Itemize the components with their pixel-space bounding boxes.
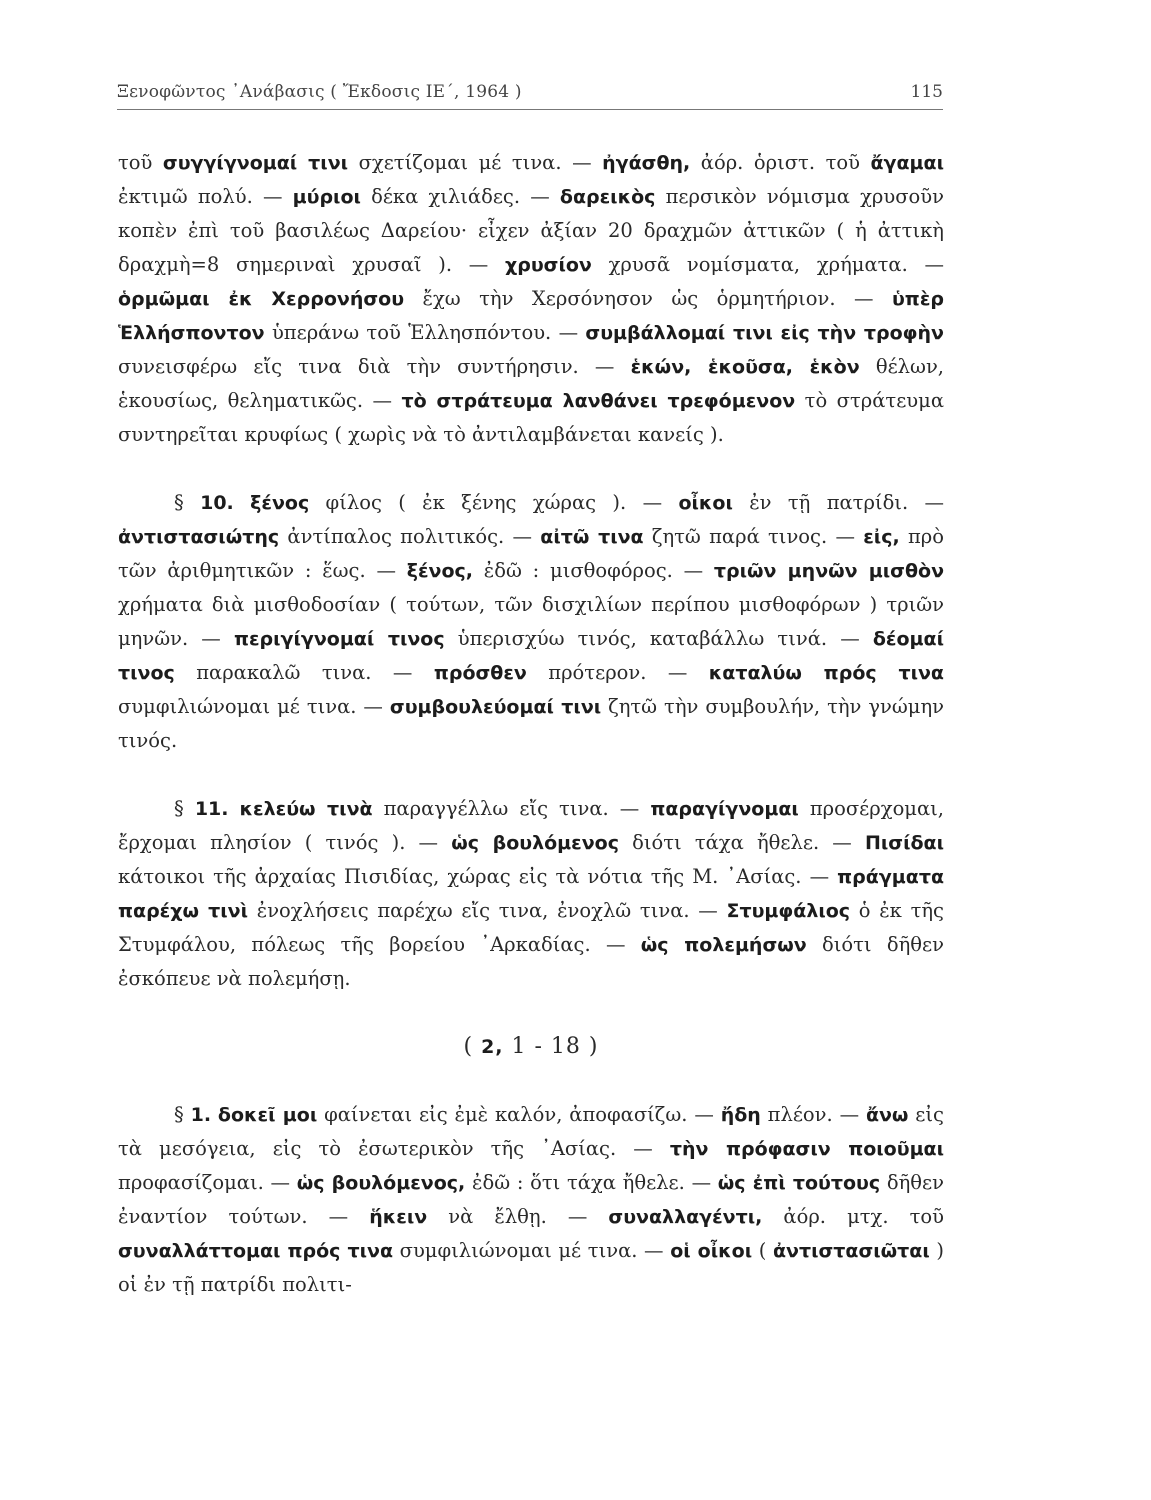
lemma-term: 2, bbox=[481, 1036, 504, 1058]
lemma-term: ἑκών, ἑκοῦσα, ἑκὸν bbox=[630, 356, 860, 378]
gloss-text: προφασίζομαι. — bbox=[118, 1171, 297, 1194]
paragraph-1 bbox=[118, 146, 944, 452]
lemma-term: 10. bbox=[200, 492, 234, 514]
lemma-term: Πισίδαι bbox=[864, 832, 944, 854]
gloss-text: συνεισφέρω εἴς τινα διὰ τὴν συντήρησιν. — bbox=[118, 355, 631, 378]
gloss-text: πλέον. — bbox=[760, 1103, 866, 1126]
running-header bbox=[117, 76, 943, 110]
lemma-term: χρυσίον bbox=[504, 254, 592, 276]
lemma-term: τὸ στράτευμα λανθάνει τρεφόμενον bbox=[401, 390, 796, 412]
lemma-term: ἀντιστασιώτης bbox=[118, 526, 280, 548]
gloss-text: ἐκτιμῶ πολύ. — bbox=[118, 185, 293, 208]
lemma-term: πράγματα παρέχω τινὶ bbox=[118, 866, 944, 922]
gloss-text bbox=[234, 491, 250, 514]
lemma-term: καταλύω πρός τινα bbox=[708, 662, 944, 684]
gloss-text: φίλος ( ἐκ ξένης χώρας ). — bbox=[309, 491, 679, 514]
gloss-text: 1 - 18 ) bbox=[503, 1034, 599, 1059]
gloss-text: πρὸ τῶν ἀριθμητικῶν : ἕως. — bbox=[118, 525, 945, 582]
gloss-text: συμφιλιώνομαι μέ τινα. — bbox=[393, 1239, 671, 1262]
lemma-term: ὡς ἐπὶ τούτους bbox=[717, 1172, 881, 1194]
gloss-text: διότι δῆθεν ἐσκόπευε νὰ πολεμήσῃ. bbox=[118, 933, 944, 990]
gloss-text: ἀόρ. ὁριστ. τοῦ bbox=[690, 151, 871, 174]
gloss-text: ὁ ἐκ τῆς Στυμφάλου, πόλεως τῆς βορείου ᾿Αρκαδίας. — bbox=[118, 899, 944, 956]
gloss-text: χρυσᾶ νομίσματα, χρήματα. — bbox=[591, 253, 944, 276]
gloss-text: τὸ στράτευμα συντηρεῖται κρυφίως ( χωρὶς νὰ τὸ ἀντιλαμβάνεται κανείς ). bbox=[118, 389, 944, 446]
gloss-text bbox=[228, 797, 239, 820]
paragraph-section-11 bbox=[118, 792, 944, 996]
gloss-text: πρότερον. — bbox=[526, 661, 709, 684]
lemma-term: συγγίγνομαί τινι bbox=[162, 152, 349, 174]
gloss-text: εἰς τὰ μεσόγεια, εἰς τὸ ἐσωτερικὸν τῆς ᾿Ασίας. — bbox=[118, 1103, 944, 1160]
gloss-text: ζητῶ παρά τινος. — bbox=[643, 525, 864, 548]
lemma-term: 1. bbox=[190, 1104, 212, 1126]
gloss-text: παρακαλῶ τινα. — bbox=[174, 661, 434, 684]
gloss-text: συμφιλιώνομαι μέ τινα. — bbox=[118, 695, 390, 718]
gloss-text: ) οἱ ἐν τῇ πατρίδι πολιτι- bbox=[118, 1239, 944, 1296]
page-number: 115 bbox=[910, 82, 943, 102]
gloss-text: διότι τάχα ἤθελε. — bbox=[618, 831, 865, 854]
lemma-term: εἰς, bbox=[863, 526, 900, 548]
gloss-text: δῆθεν ἐναντίον τούτων. — bbox=[118, 1171, 944, 1228]
lemma-term: δοκεῖ μοι bbox=[217, 1104, 318, 1126]
page-body bbox=[118, 146, 944, 1302]
gloss-text: § bbox=[174, 797, 195, 820]
lemma-term: συμβάλλομαί τινι εἰς τὴν τροφὴν bbox=[585, 322, 944, 344]
lemma-term: οἶκοι bbox=[678, 492, 733, 514]
gloss-text: ἀόρ. μτχ. τοῦ bbox=[762, 1205, 944, 1228]
header-rule bbox=[117, 109, 943, 110]
gloss-text bbox=[211, 1103, 218, 1126]
lemma-term: ἀντιστασιῶται bbox=[772, 1240, 930, 1262]
lemma-term: δέομαί τινος bbox=[118, 628, 944, 684]
lemma-term: ὑπὲρ Ἑλλήσποντον bbox=[118, 288, 944, 344]
lemma-term: κελεύω τινὰ bbox=[239, 798, 373, 820]
gloss-text: φαίνεται εἰς ἐμὲ καλόν, ἀποφασίζω. — bbox=[317, 1103, 721, 1126]
gloss-text: ἐδῶ : ὅτι τάχα ἤθελε. — bbox=[465, 1171, 718, 1194]
lemma-term: οἱ οἶκοι bbox=[670, 1240, 753, 1262]
lemma-term: ὡς βουλόμενος, bbox=[296, 1172, 466, 1194]
lemma-term: συμβουλεύομαί τινι bbox=[389, 696, 602, 718]
lemma-term: ἄγαμαι bbox=[870, 152, 944, 174]
gloss-text: κάτοικοι τῆς ἀρχαίας Πισιδίας, χώρας εἰς τὰ νότια τῆς Μ. ᾿Ασίας. — bbox=[118, 865, 838, 888]
section-heading bbox=[118, 1030, 944, 1064]
gloss-text: ἀντίπαλος πολιτικός. — bbox=[279, 525, 541, 548]
gloss-text: § bbox=[174, 491, 201, 514]
gloss-text: νὰ ἔλθῃ. — bbox=[427, 1205, 609, 1228]
gloss-text: ἐν τῇ πατρίδι. — bbox=[732, 491, 945, 514]
gloss-text: δέκα χιλιάδες. — bbox=[360, 185, 560, 208]
gloss-text: χρήματα διὰ μισθοδοσίαν ( τούτων, τῶν δισχιλίων περίπου μισθοφόρων ) τριῶν μηνῶν. — bbox=[118, 593, 944, 650]
lemma-term: τριῶν μηνῶν μισθὸν bbox=[713, 560, 945, 582]
lemma-term: ἄνω bbox=[865, 1104, 909, 1126]
gloss-text: ζητῶ τὴν συμβουλήν, τὴν γνώμην τινός. bbox=[118, 695, 944, 752]
book-title: Ξενοφῶντος ᾿Ανάβασις ( Ἔκδοσις ΙΕ΄, 1964 ) bbox=[117, 82, 522, 102]
lemma-term: μύριοι bbox=[292, 186, 361, 208]
paragraph-section-1 bbox=[118, 1098, 944, 1302]
lemma-term: αἰτῶ τινα bbox=[540, 526, 644, 548]
lemma-term: ξένος bbox=[250, 492, 310, 514]
gloss-text: ὑπεράνω τοῦ Ἑλλησπόντου. — bbox=[264, 321, 586, 344]
lemma-term: δαρεικὸς bbox=[559, 186, 656, 208]
lemma-term: ἥκειν bbox=[369, 1206, 428, 1228]
paragraph-section-10 bbox=[118, 486, 944, 758]
gloss-text: τοῦ bbox=[118, 151, 163, 174]
gloss-text: παραγγέλλω εἴς τινα. — bbox=[372, 797, 651, 820]
lemma-term: ἤδη bbox=[720, 1104, 761, 1126]
gloss-text: θέλων, ἑκουσίως, θεληματικῶς. — bbox=[118, 355, 944, 412]
lemma-term: 11. bbox=[194, 798, 229, 820]
gloss-text: ἐδῶ : μισθοφόρος. — bbox=[473, 559, 714, 582]
gloss-text: σχετίζομαι μέ τινα. — bbox=[348, 151, 603, 174]
gloss-text: προσέρχομαι, ἔρχομαι πλησίον ( τινός ). — bbox=[118, 797, 944, 854]
lemma-term: ξένος, bbox=[406, 560, 474, 582]
gloss-text: ( bbox=[752, 1239, 773, 1262]
lemma-term: συναλλαγέντι, bbox=[608, 1206, 763, 1228]
lemma-term: τὴν πρόφασιν ποιοῦμαι bbox=[669, 1138, 945, 1160]
gloss-text: ( bbox=[463, 1034, 482, 1059]
gloss-text: περσικὸν νόμισμα χρυσοῦν κοπὲν ἐπὶ τοῦ βασιλέως Δαρείου· εἶχεν ἀξίαν 20 δραχμῶν ἀττικῶν ( ἡ ἀττικὴ δραχμὴ=8 σημεριναὶ χρυσαῖ ). — bbox=[118, 185, 944, 276]
lemma-term: περιγίγνομαί τινος bbox=[233, 628, 445, 650]
lemma-term: πρόσθεν bbox=[433, 662, 527, 684]
lemma-term: συναλλάττομαι πρός τινα bbox=[118, 1240, 394, 1262]
lemma-term: ὡς βουλόμενος bbox=[451, 832, 619, 854]
gloss-text: § bbox=[174, 1103, 191, 1126]
lemma-term: Στυμφάλιος bbox=[726, 900, 851, 922]
lemma-term: ὁρμῶμαι ἐκ Χερρονήσου bbox=[118, 288, 405, 310]
lemma-term: παραγίγνομαι bbox=[650, 798, 799, 820]
gloss-text: ὑπερισχύω τινός, καταβάλλω τινά. — bbox=[444, 627, 873, 650]
gloss-text: ἔχω τὴν Χερσόνησον ὡς ὁρμητήριον. — bbox=[404, 287, 892, 310]
gloss-text: ἐνοχλήσεις παρέχω εἴς τινα, ἐνοχλῶ τινα. — bbox=[248, 899, 727, 922]
lemma-term: ὡς πολεμήσων bbox=[640, 934, 807, 956]
lemma-term: ἠγάσθη, bbox=[602, 152, 691, 174]
